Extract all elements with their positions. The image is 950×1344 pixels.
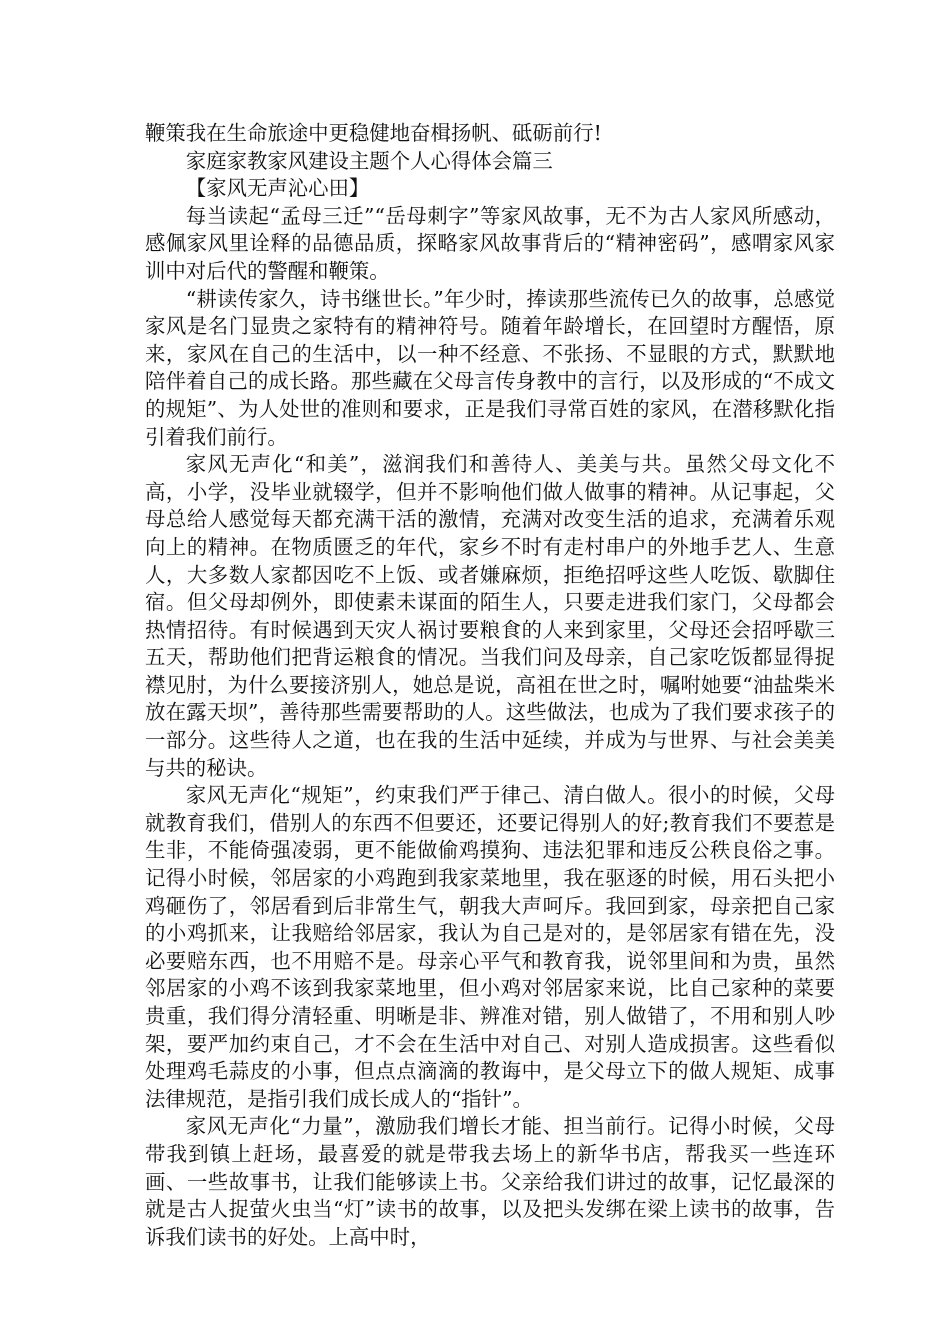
paragraph: 家风无声化“力量”，激励我们增长才能、担当前行。记得小时候，父母带我到镇上赶场，最喜爱的就是带我去场上的新华书店，帮我买一些连环画、一些故事书，让我们能够读上书。父亲给我们讲过的故事，记忆最深的就是古人捉萤火虫当“灯”读书的故事，以及把头发绑在梁上读书的故事，告诉我们读书的好处。上高中时， — [145, 1114, 835, 1249]
section-subtitle: 【家风无声沁心田】 — [185, 176, 370, 201]
section-title: 家庭家教家风建设主题个人心得体会篇三 — [185, 148, 553, 173]
paragraph: 每当读起“孟母三迁”“岳母刺字”等家风故事，无不为古人家风所感动，感佩家风里诠释的品德品质，探略家风故事背后的“精神密码”，感喟家风家训中对后代的警醒和鞭策。 — [145, 203, 835, 283]
document-body — [145, 120, 835, 1251]
paragraph: 家风无声化“规矩”，约束我们严于律己、清白做人。很小的时候，父母就教育我们，借别人的东西不但要还，还要记得别人的好;教育我们不要惹是生非，不能倚强凌弱，更不能做偷鸡摸狗、违法犯罪和违反公秩良俗之事。记得小时候，邻居家的小鸡跑到我家菜地里，我在驱逐的时候，用石头把小鸡砸伤了，邻居看到后非常生气，朝我大声呵斥。我回到家，母亲把自己家的小鸡抓来，让我赔给邻居家，我认为自己是对的，是邻居家有错在先，没必要赔东西，也不用赔不是。母亲心平气和教育我，说邻里间和为贵，虽然邻居家的小鸡不该到我家菜地里，但小鸡对邻居家来说，比自己家种的菜要贵重，我们得分清轻重、明晰是非、辨准对错，别人做错了，不用和别人吵架，要严加约束自己，才不会在生活中对自己、对别人造成损害。这些看似处理鸡毛蒜皮的小事，但点点滴滴的教诲中，是父母立下的做人规矩、成事法律规范，是指引我们成长成人的“指针”。 — [145, 783, 835, 1111]
paragraph: 家风无声化“和美”，滋润我们和善待人、美美与共。虽然父母文化不高，小学，没毕业就辍学，但并不影响他们做人做事的精神。从记事起，父母总给人感觉每天都充满干活的激情，充满对改变生活的追求，充满着乐观向上的精神。在物质匮乏的年代，家乡不时有走村串户的外地手艺人、生意人，大多数人家都因吃不上饭、或者嫌麻烦，拒绝招呼这些人吃饭、歇脚住宿。但父母却例外，即使素未谋面的陌生人，只要走进我们家门，父母都会热情招待。有时候遇到天灾人祸讨要粮食的人来到家里，父母还会招呼歇三五天，帮助他们把背运粮食的情况。当我们问及母亲，自己家吃饭都显得捉襟见肘，为什么要接济别人，她总是说，高祖在世之时，嘱咐她要“油盐柴米放在露天坝”，善待那些需要帮助的人。这些做法，也成为了我们要求孩子的一部分。这些待人之道，也在我的生活中延续，并成为与世界、与社会美美与共的秘诀。 — [145, 452, 835, 780]
paragraph-continuation: 鞭策我在生命旅途中更稳健地奋楫扬帆、砥砺前行! — [145, 121, 602, 145]
paragraph: “耕读传家久，诗书继世长。”年少时，捧读那些流传已久的故事，总感觉家风是名门显贵之家特有的精神符号。随着年龄增长，在回望时方醒悟，原来，家风在自己的生活中，以一种不经意、不张扬、不显眼的方式，默默地陪伴着自己的成长路。那些藏在父母言传身教中的言行，以及形成的“不成文的规矩”、为人处世的准则和要求，正是我们寻常百姓的家风，在潜移默化指引着我们前行。 — [145, 286, 835, 449]
